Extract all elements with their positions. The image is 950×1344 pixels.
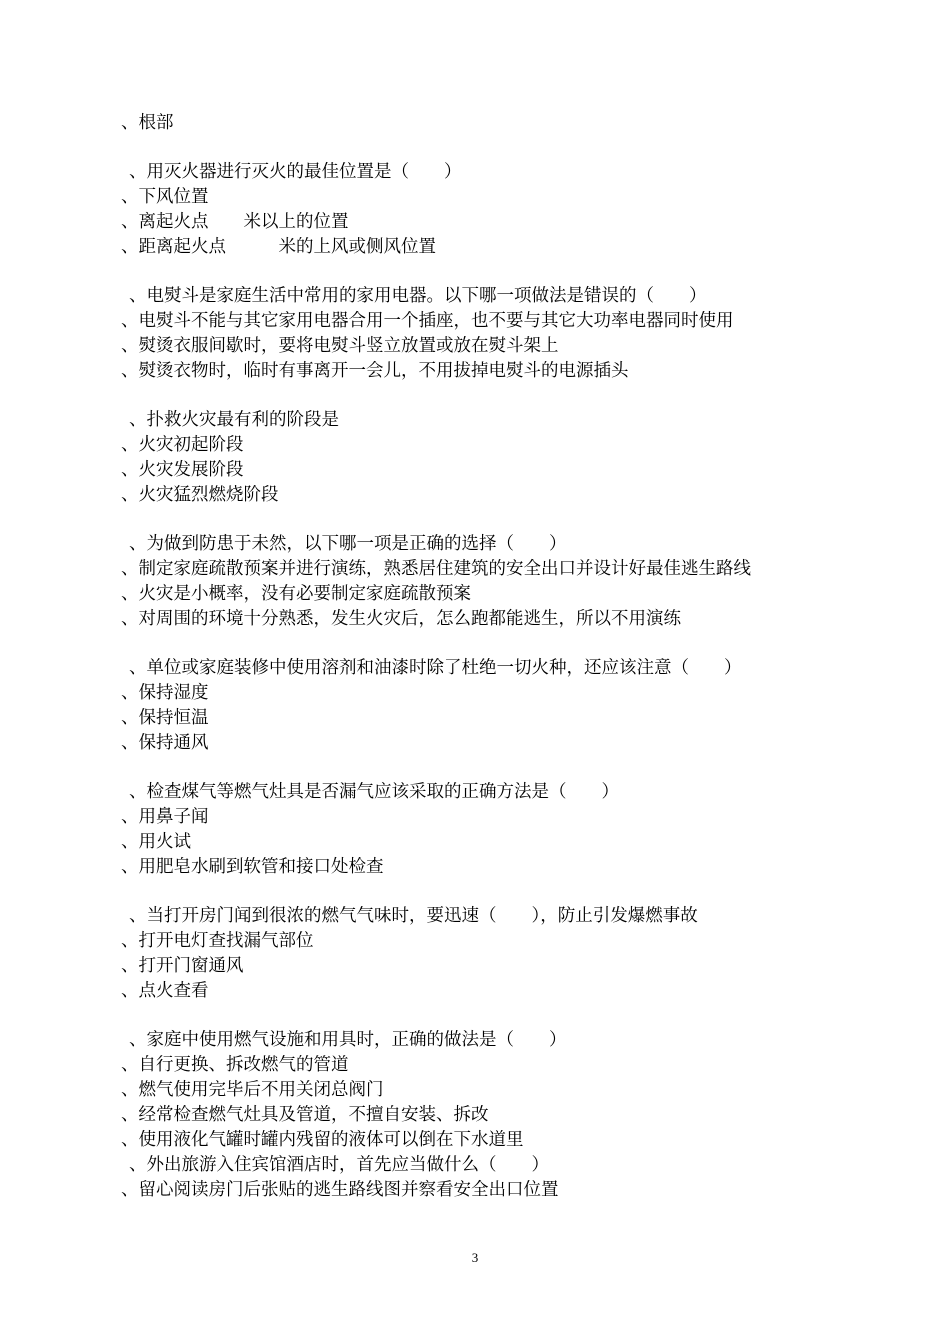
answer-option: 、经常检查燃气灶具及管道，不擅自安装、拆改 xyxy=(121,1105,489,1125)
question-text: 、当打开房门闻到很浓的燃气气味时，要迅速（ ），防止引发爆燃事故 xyxy=(129,906,698,926)
question-block xyxy=(121,284,861,384)
block-gap xyxy=(121,260,861,284)
question-block xyxy=(121,780,861,880)
answer-option: 、距离起火点 米的上风或侧风位置 xyxy=(121,237,436,257)
question-text: 、用灭火器进行灭火的最佳位置是（ ） xyxy=(129,162,462,182)
answer-option: 、熨烫衣服间歇时，要将电熨斗竖立放置或放在熨斗架上 xyxy=(121,336,559,356)
answer-option: 、保持恒温 xyxy=(121,708,209,728)
block-gap xyxy=(121,1004,861,1028)
block-gap xyxy=(121,384,861,408)
block-gap xyxy=(121,880,861,904)
answer-option: 、打开门窗通风 xyxy=(121,956,244,976)
question-text: 、检查煤气等燃气灶具是否漏气应该采取的正确方法是（ ） xyxy=(129,782,619,802)
question-block xyxy=(121,160,861,260)
answer-option: 、根部 xyxy=(121,113,174,133)
answer-option: 、熨烫衣物时，临时有事离开一会儿，不用拔掉电熨斗的电源插头 xyxy=(121,361,629,381)
question-text: 、电熨斗是家庭生活中常用的家用电器。以下哪一项做法是错误的（ ） xyxy=(129,286,707,306)
answer-option: 、用鼻子闻 xyxy=(121,807,209,827)
answer-option: 、点火查看 xyxy=(121,981,209,1001)
answer-option: 、打开电灯查找漏气部位 xyxy=(121,931,314,951)
question-block xyxy=(121,904,861,1004)
answer-option: 、用火试 xyxy=(121,832,191,852)
answer-option: 、火灾发展阶段 xyxy=(121,460,244,480)
answer-option: 、留心阅读房门后张贴的逃生路线图并察看安全出口位置 xyxy=(121,1180,559,1200)
page-number: 3 xyxy=(471,1250,479,1265)
answer-option: 、制定家庭疏散预案并进行演练，熟悉居住建筑的安全出口并设计好最佳逃生路线 xyxy=(121,559,751,579)
answer-option: 、保持通风 xyxy=(121,733,209,753)
quiz-content xyxy=(121,111,861,1203)
answer-option: 、火灾猛烈燃烧阶段 xyxy=(121,485,279,505)
answer-option: 、燃气使用完毕后不用关闭总阀门 xyxy=(121,1080,384,1100)
block-gap xyxy=(121,756,861,780)
block-gap xyxy=(121,632,861,656)
answer-option: 、火灾初起阶段 xyxy=(121,435,244,455)
question-block xyxy=(121,111,861,136)
answer-option: 、下风位置 xyxy=(121,187,209,207)
answer-option: 、对周围的环境十分熟悉，发生火灾后，怎么跑都能逃生，所以不用演练 xyxy=(121,609,681,629)
question-text: 、扑救火灾最有利的阶段是 xyxy=(129,410,339,430)
block-gap xyxy=(121,136,861,160)
answer-option: 、自行更换、拆改燃气的管道 xyxy=(121,1055,349,1075)
question-text: 、外出旅游入住宾馆酒店时，首先应当做什么（ ） xyxy=(129,1155,549,1175)
answer-option: 、离起火点 米以上的位置 xyxy=(121,212,349,232)
question-block xyxy=(121,656,861,756)
answer-option: 、火灾是小概率，没有必要制定家庭疏散预案 xyxy=(121,584,471,604)
question-block xyxy=(121,1028,861,1203)
answer-option: 、保持湿度 xyxy=(121,683,209,703)
answer-option: 、用肥皂水刷到软管和接口处检查 xyxy=(121,857,384,877)
question-text: 、单位或家庭装修中使用溶剂和油漆时除了杜绝一切火种，还应该注意（ ） xyxy=(129,658,742,678)
question-block xyxy=(121,532,861,632)
question-text: 、为做到防患于未然，以下哪一项是正确的选择（ ） xyxy=(129,534,567,554)
block-gap xyxy=(121,508,861,532)
answer-option: 、电熨斗不能与其它家用电器合用一个插座，也不要与其它大功率电器同时使用 xyxy=(121,311,734,331)
question-text: 、家庭中使用燃气设施和用具时，正确的做法是（ ） xyxy=(129,1030,567,1050)
answer-option: 、使用液化气罐时罐内残留的液体可以倒在下水道里 xyxy=(121,1130,524,1150)
question-block xyxy=(121,408,861,508)
